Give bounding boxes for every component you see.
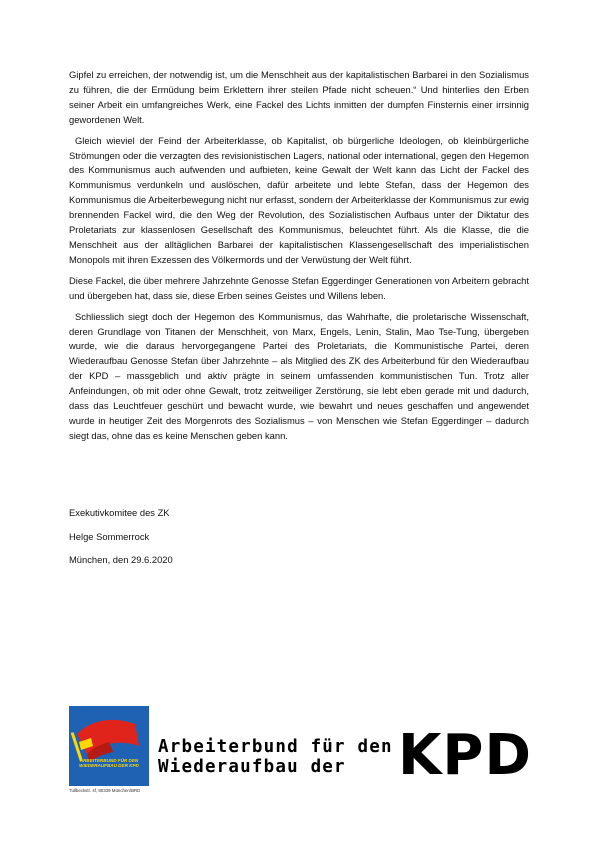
organization-acronym: KPD <box>398 723 532 788</box>
signature-name: Helge Sommerrock <box>69 531 150 542</box>
organization-name-line-2: Wiederaufbau der <box>158 757 346 777</box>
paragraph-3: Diese Fackel, die über mehrere Jahrzehnte Genosse Stefan Eggerdinger Generationen von Arbeitern gebracht und übergeben hat, dass sie, diese Erben seines Geistes und Willens leben. <box>69 274 529 301</box>
organization-name-line-1: Arbeiterbund für den <box>158 737 393 757</box>
paragraph-4: Schliesslich siegt doch der Hegemon des Kommunismus, das Wahrhafte, die proletarische Wissenschaft, deren Grundlage von Titanen der Menschheit, von Marx, Engels, Lenin, Stalin, Mao Tse-Tung, übergeben wurde, wie die daraus hervorgegangene Partei des Proletariats, die Kommunistische Partei, deren Wiederaufbau Genosse Stefan über Jahrzehnte – als Mitglied des ZK des Arbeiterbund für den Wiederaufbau der KPD – massgeblich und aktiv prägte in seinem umfassenden kommunistischen Tun. Trotz aller Anfeindungen, ob mit oder ohne Gewalt, trotz zeitweiliger Zerstörung, sie lebt eben gerade mit und dadurch, dass das Leuchtfeuer geschürt und bewacht wurde, wie bewahrt und neues geschaffen und angewendet wurde in heutiger Zeit des Morgenrots des Sozialismus – von Menschen wie Stefan Eggerdinger – dadurch siegt das, ohne das es keine Menschen geben kann. <box>69 310 529 441</box>
footer-address: Tullbeckstr. 4f, 80339 München/BRD <box>69 788 141 793</box>
signature-committee: Exekutivkomitee des ZK <box>69 507 170 518</box>
organization-logo <box>69 706 149 786</box>
letter-body <box>69 68 529 450</box>
logo-text: ARBEITERBUND FÜR DEN WIEDERAUFBAU DER KPD <box>79 758 139 769</box>
paragraph-2: Gleich wieviel der Feind der Arbeiterklasse, ob Kapitalist, ob bürgerliche Ideologen, ob kleinbürgerliche Strömungen oder die verzagten des revisionistischen Lagers, national oder international, gegen den Hegemon des Kommunismus auch aufwenden und aufbieten, keine Gewalt der Welt kann das Licht der Fackel des Kommunismus verdunkeln und auslöschen, dafür arbeitete und lebte Stefan, dass der Hegemon des Kommunismus die Arbeiterbewegung nicht nur erfasst, sondern der Arbeiterklasse der Kommunismus zur ewig brennenden Fackel wird, die den Weg der Revolution, des Sozialistischen Aufbaus unter der Diktatur des Proletariats zur klassenlosen Gesellschaft des Kommunismus, beleuchtet führt. Als die Klasse, die die Menschheit aus der alltäglichen Barbarei der kapitalistischen Klassengesellschaft des imperialistischen Monopols mit ihren Exzessen des Völkermords und der Verwüstung der Welt führt. <box>69 134 529 265</box>
paragraph-1: Gipfel zu erreichen, der notwendig ist, um die Menschheit aus der kapitalistischen Barbarei in den Sozialismus zu führen, die der Ermüdung beim Erklettern ihrer steilen Pfade nicht scheuen.“ Und hinterlies den Erben seiner Arbeit ein umfangreiches Werk, eine Fackel des Lichts inmitten der dumpfen Finsternis einer irrsinnig gewordenen Welt. <box>69 69 529 125</box>
signature-place-date: München, den 29.6.2020 <box>69 554 173 565</box>
red-flag-icon <box>69 706 149 786</box>
